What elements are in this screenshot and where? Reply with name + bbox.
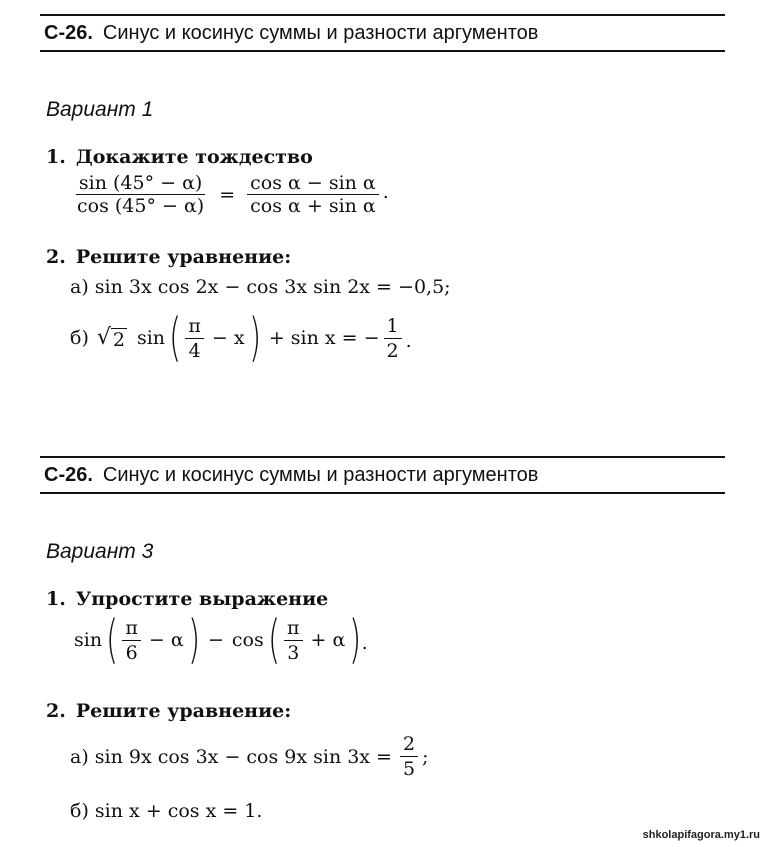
radical-icon: √ [96, 324, 111, 350]
right-paren-icon: ) [248, 308, 261, 368]
square-root [97, 326, 127, 351]
section-code: С-26. [44, 21, 93, 44]
expression [74, 610, 368, 670]
section-code: С-26. [44, 463, 93, 486]
task-number: 1. [46, 588, 66, 610]
lhs-denominator: cos (45° − α) [77, 195, 205, 217]
two-fifths-fraction [400, 732, 418, 781]
inner-term: + α [310, 629, 346, 651]
inner-term: − α [148, 629, 184, 651]
item-label: б) [70, 327, 89, 349]
sin-function: sin [136, 327, 166, 349]
fraction-denominator: 3 [287, 641, 300, 664]
inner-term: − x [211, 327, 245, 349]
task-number: 2. [46, 700, 66, 722]
fraction-numerator: π [185, 314, 204, 339]
equation-text: а) sin 9x cos 3x − cos 9x sin 3x = [70, 745, 392, 768]
left-paren-icon: ( [267, 610, 280, 670]
rhs-fraction [247, 172, 379, 217]
task-2-title [46, 700, 291, 722]
right-paren-icon: ) [187, 610, 200, 670]
variant-label: Вариант 1 [46, 98, 154, 121]
section-title: Синус и косинус суммы и разности аргументов [102, 463, 539, 486]
variant-label: Вариант 3 [46, 540, 154, 563]
watermark: shkolapifagora.my1.ru [642, 829, 760, 841]
section-title: Синус и косинус суммы и разности аргументов [102, 21, 539, 44]
period: . [361, 632, 368, 654]
rhs-fraction [384, 314, 402, 363]
identity-formula [70, 172, 389, 217]
fraction-denominator: 2 [386, 339, 399, 362]
section-variant-3 [40, 456, 725, 836]
task-number: 1. [46, 146, 66, 168]
period: . [405, 330, 412, 352]
pi-over-4-fraction [185, 314, 204, 363]
equals-sign: = [219, 183, 236, 206]
fraction-denominator: 5 [402, 758, 416, 780]
fraction-numerator: π [284, 616, 303, 641]
left-paren-icon: ( [169, 308, 182, 368]
minus-sign: − [207, 629, 224, 651]
cos-function: cos [231, 629, 264, 651]
rhs-numerator: cos α − sin α [247, 172, 379, 195]
section-header [40, 14, 725, 52]
lhs-fraction [74, 172, 207, 217]
fraction-numerator: π [122, 616, 141, 641]
equation-a: а) sin 3x cos 2x − cos 3x sin 2x = −0,5; [70, 276, 451, 298]
equation-a [70, 732, 428, 781]
equation-b [70, 308, 412, 368]
right-paren-icon: ) [349, 610, 362, 670]
lhs-numerator: sin (45° − α) [76, 172, 205, 195]
task-text: Упростите выражение [75, 588, 329, 610]
semicolon: ; [422, 745, 429, 768]
left-paren-icon: ( [106, 610, 119, 670]
task-text: Докажите тождество [75, 146, 313, 168]
radicand: 2 [112, 328, 125, 351]
fraction-numerator: 1 [384, 314, 402, 339]
fraction-denominator: 4 [188, 339, 201, 362]
equation-rest: + sin x = − [268, 327, 380, 349]
equation-b: б) sin x + cos x = 1. [70, 800, 263, 822]
rhs-denominator: cos α + sin α [250, 195, 376, 217]
pi-over-6-fraction [122, 616, 141, 665]
task-1-title [46, 146, 313, 168]
task-2-title [46, 246, 291, 268]
fraction-denominator: 6 [125, 641, 138, 664]
section-variant-1 [40, 14, 725, 394]
task-text: Решите уравнение: [75, 246, 292, 268]
task-1-title [46, 588, 328, 610]
section-header [40, 456, 725, 494]
task-text: Решите уравнение: [75, 700, 292, 722]
task-number: 2. [46, 246, 66, 268]
period: . [382, 181, 389, 203]
sin-function: sin [74, 629, 103, 651]
pi-over-3-fraction [284, 616, 303, 665]
fraction-numerator: 2 [400, 732, 418, 757]
